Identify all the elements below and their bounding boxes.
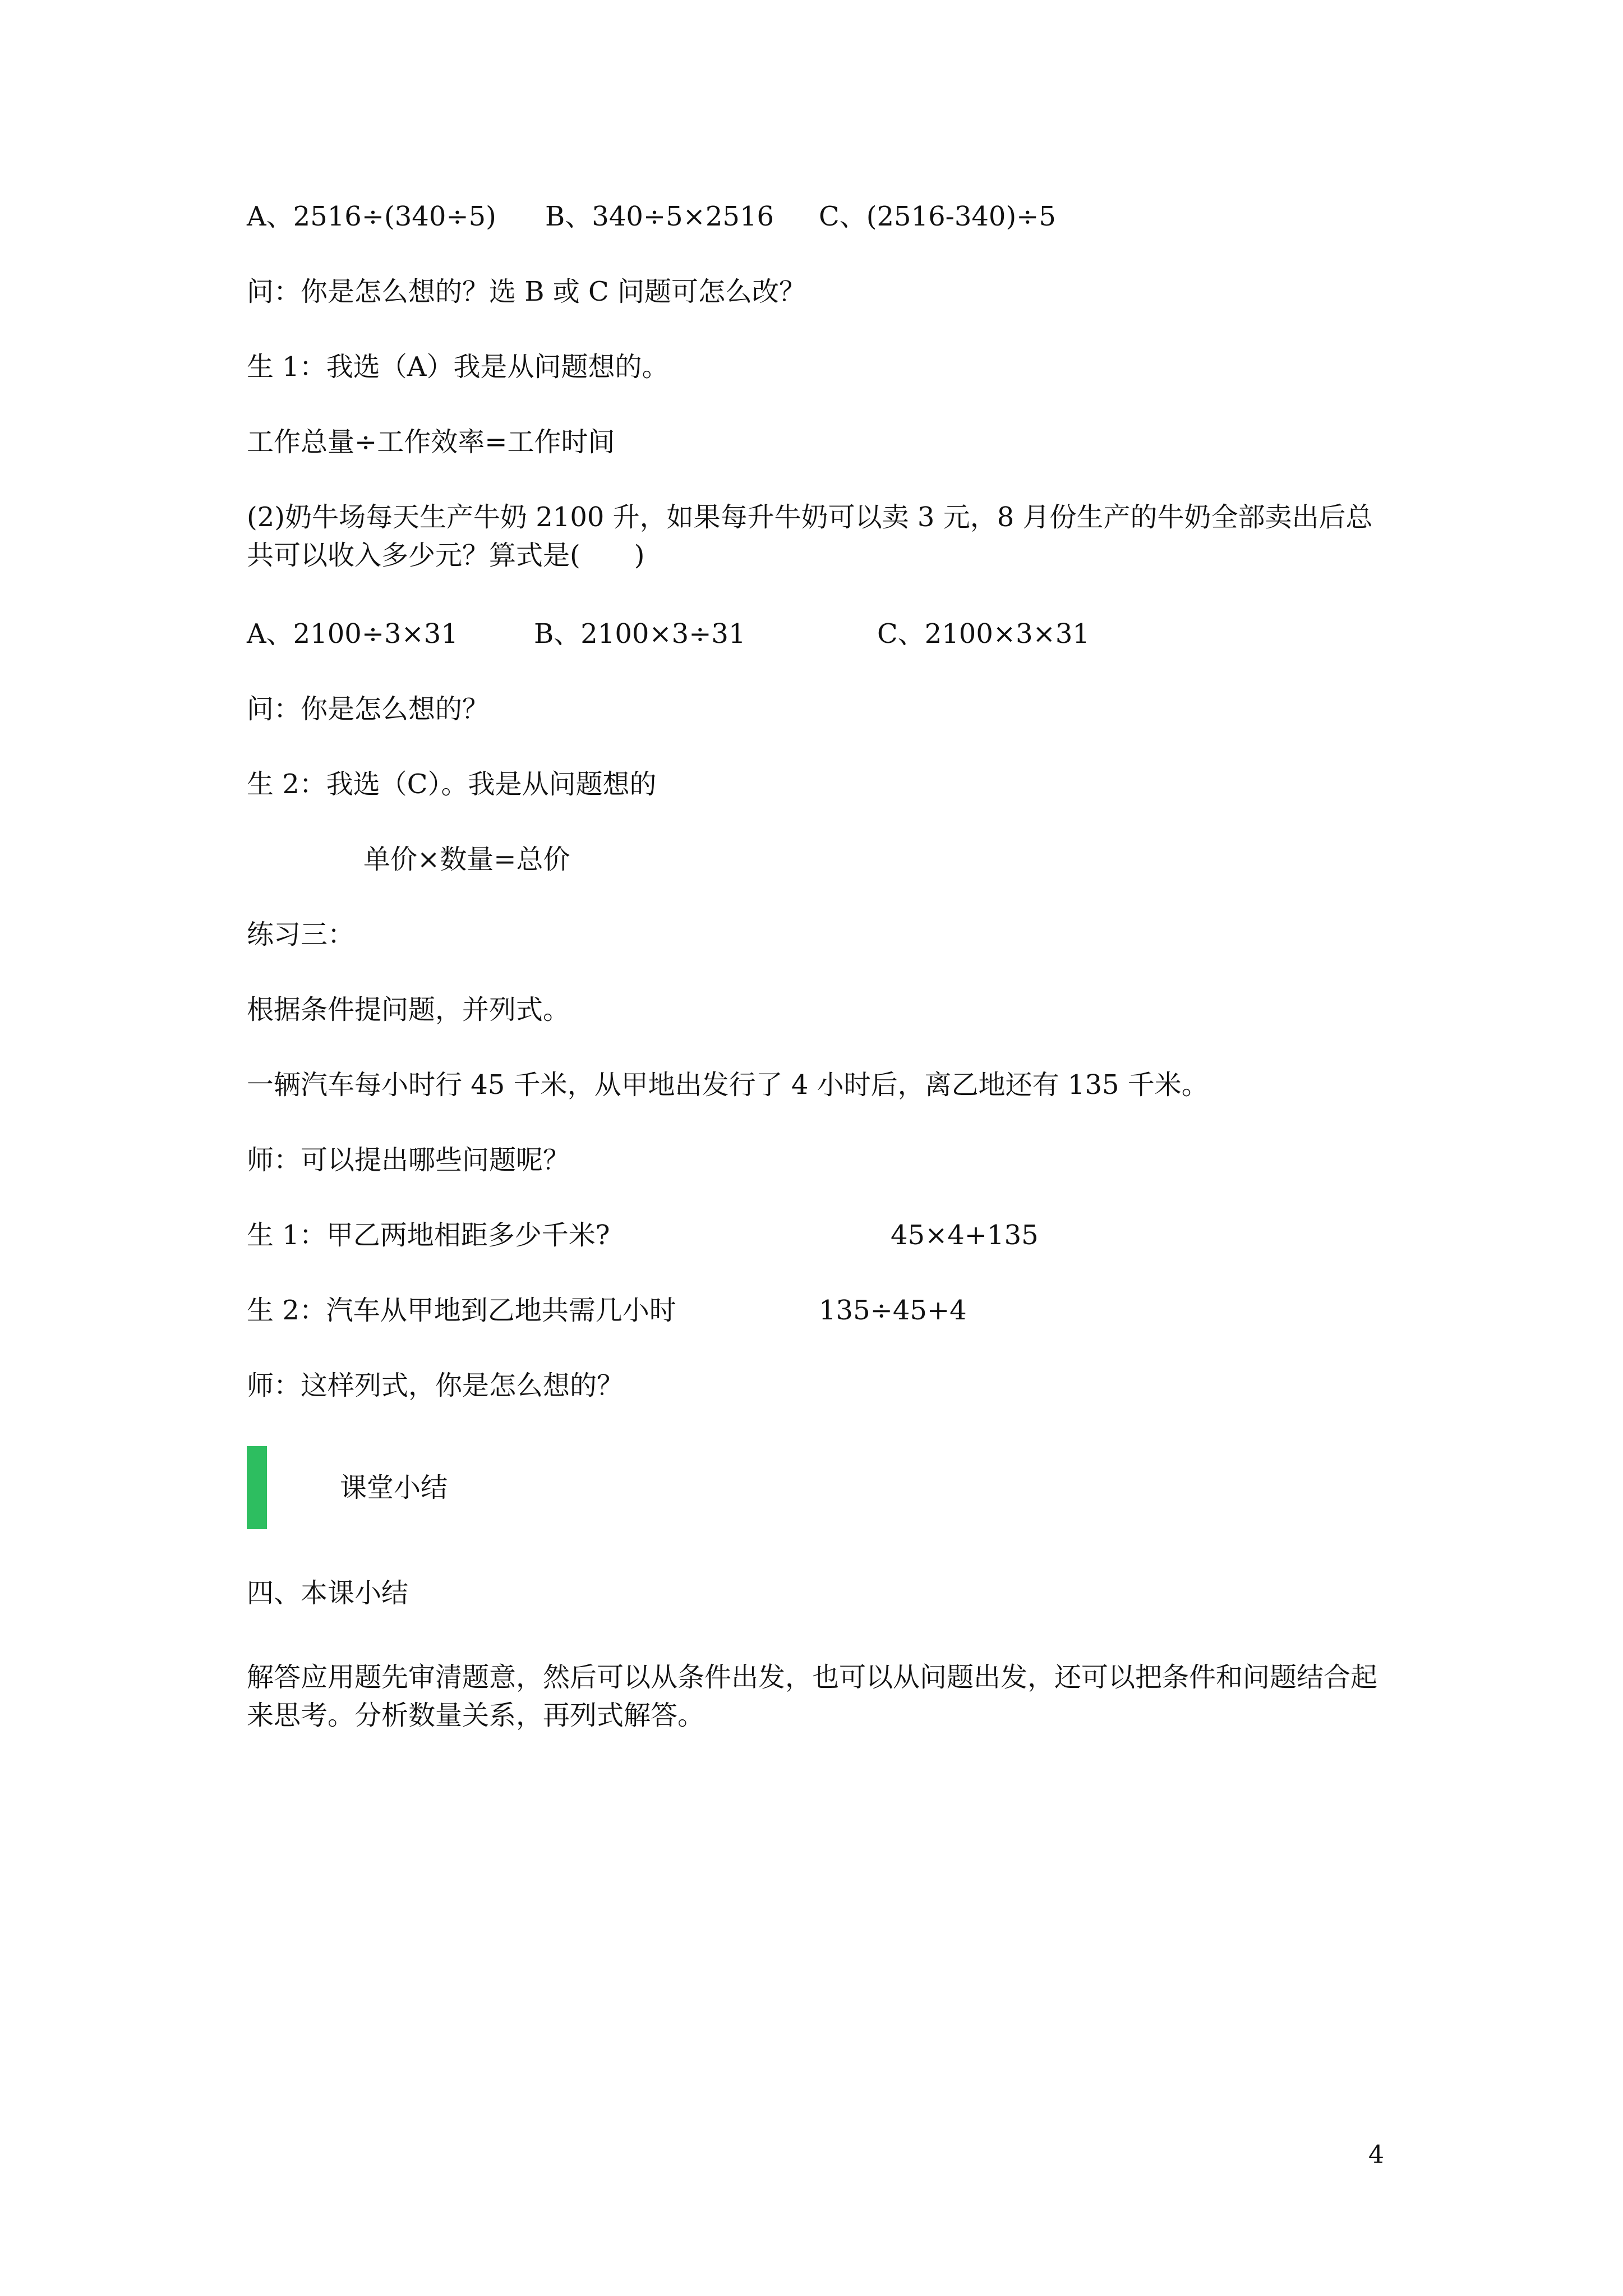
q1-formula: 工作总量÷工作效率=工作时间 bbox=[247, 426, 615, 458]
student2-expression: 135÷45+4 bbox=[819, 1295, 967, 1326]
q1-option-a: A、2516÷(340÷5) bbox=[247, 201, 496, 232]
teacher-followup: 师：这样列式，你是怎么想的？ bbox=[247, 1370, 624, 1401]
q2-text: (2)奶牛场每天生产牛奶 2100 升，如果每升牛奶可以卖 3 元，8 月份生产的牛奶全部卖出后总共可以收入多少元？算式是( ) bbox=[247, 501, 1373, 571]
q2-prompt: 问：你是怎么想的？ bbox=[247, 693, 490, 725]
student1-question: 生 1：甲乙两地相距多少千米? bbox=[247, 1220, 610, 1251]
exercise3-title: 练习三： bbox=[247, 919, 355, 950]
q2-option-b: B、2100×3÷31 bbox=[534, 618, 746, 650]
q1-option-b: B、340÷5×2516 bbox=[545, 201, 774, 232]
q2-answer: 生 2：我选（C）。我是从问题想的 bbox=[247, 769, 657, 800]
summary-text: 解答应用题先审清题意，然后可以从条件出发，也可以从问题出发，还可以把条件和问题结合起来思考。分析数量关系，再列式解答。 bbox=[247, 1662, 1378, 1731]
summary-heading: 四、本课小结 bbox=[247, 1577, 409, 1609]
student1-expression: 45×4+135 bbox=[891, 1220, 1039, 1251]
student2-question: 生 2：汽车从甲地到乙地共需几小时 bbox=[247, 1295, 676, 1326]
section-title: 课堂小结 bbox=[340, 1472, 448, 1503]
teacher-question: 师：可以提出哪些问题呢？ bbox=[247, 1144, 570, 1176]
q2-option-a: A、2100÷3×31 bbox=[247, 618, 458, 650]
q1-prompt: 问：你是怎么想的？选 B 或 C 问题可怎么改？ bbox=[247, 276, 806, 307]
q2-formula: 单价×数量=总价 bbox=[363, 844, 570, 875]
q1-answer: 生 1：我选（A）我是从问题想的。 bbox=[247, 351, 669, 383]
q1-option-c: C、(2516-340)÷5 bbox=[819, 201, 1056, 232]
section-accent-bar bbox=[247, 1446, 267, 1529]
exercise3-instruction: 根据条件提问题，并列式。 bbox=[247, 994, 570, 1025]
exercise3-problem: 一辆汽车每小时行 45 千米，从甲地出发行了 4 小时后，离乙地还有 135 千米。 bbox=[247, 1069, 1209, 1101]
page-number: 4 bbox=[1368, 2141, 1384, 2169]
q2-option-c: C、2100×3×31 bbox=[877, 618, 1090, 650]
